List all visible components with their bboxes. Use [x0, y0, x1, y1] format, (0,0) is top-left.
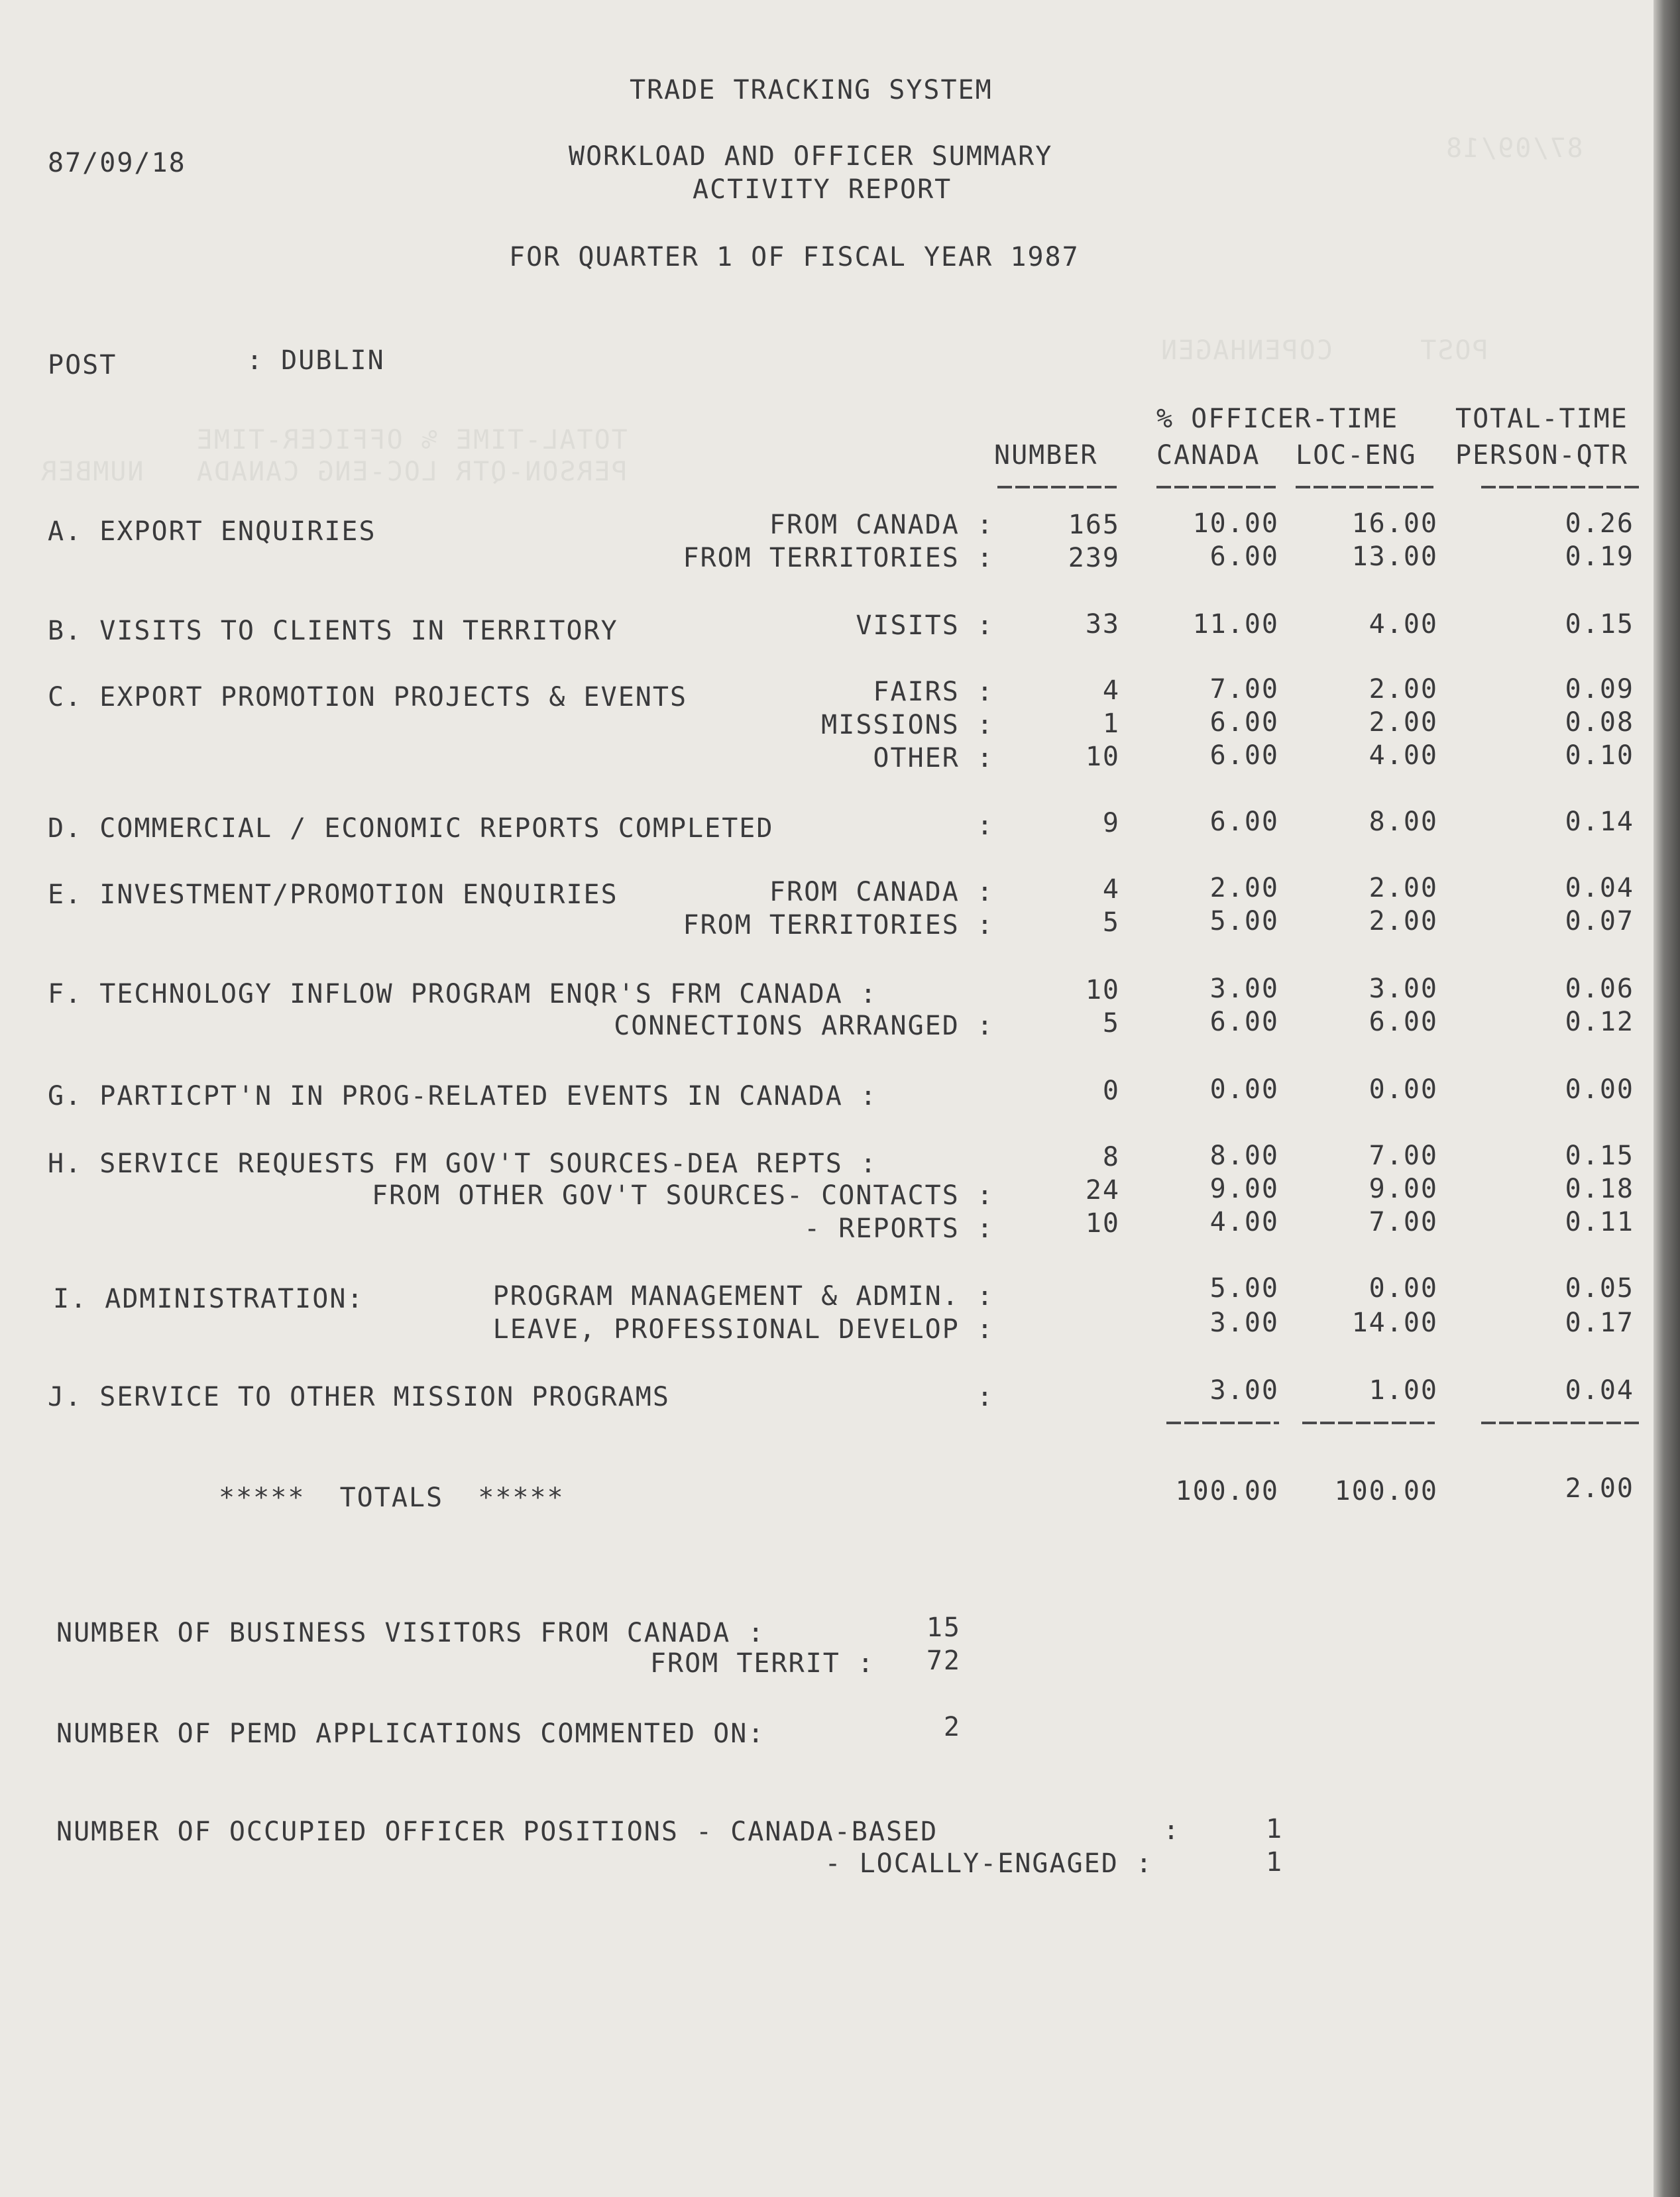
header-underline-loc-eng: [1296, 486, 1433, 488]
row-b-number: 33: [1085, 609, 1120, 640]
row-c2-total: 0.08: [1565, 707, 1634, 738]
totals-underline-canada: [1166, 1422, 1279, 1424]
row-e1-sub: FROM CANADA :: [769, 877, 994, 907]
section-d-label: D. COMMERCIAL / ECONOMIC REPORTS COMPLETED: [48, 813, 774, 844]
row-i2-total: 0.17: [1565, 1308, 1634, 1338]
totals-underline-person-qtr: [1481, 1422, 1640, 1424]
header-underline-number: [997, 486, 1117, 488]
positions-canada-based-value: 1: [1266, 1814, 1284, 1844]
row-j-canada: 3.00: [1209, 1375, 1279, 1406]
row-i1-sub: PROGRAM MANAGEMENT & ADMIN. :: [492, 1281, 994, 1312]
row-f1-number: 10: [1085, 975, 1120, 1005]
row-a1-loc-eng: 16.00: [1351, 508, 1438, 539]
row-e2-canada: 5.00: [1209, 906, 1279, 936]
row-f2-loc-eng: 6.00: [1369, 1007, 1438, 1037]
row-h3-total: 0.11: [1565, 1207, 1634, 1237]
totals-loc-eng: 100.00: [1334, 1476, 1438, 1506]
row-c3-loc-eng: 4.00: [1369, 740, 1438, 771]
section-j-label: J. SERVICE TO OTHER MISSION PROGRAMS: [48, 1382, 670, 1412]
row-h1-number: 8: [1102, 1142, 1120, 1172]
totals-underline-loc-eng: [1302, 1422, 1435, 1424]
header-number: NUMBER: [994, 440, 1098, 471]
row-f1-total: 0.06: [1565, 974, 1634, 1004]
row-d-total: 0.14: [1565, 807, 1634, 837]
row-h3-loc-eng: 7.00: [1369, 1207, 1438, 1237]
row-f1-loc-eng: 3.00: [1369, 974, 1438, 1004]
pemd-value: 2: [943, 1712, 961, 1742]
row-a1-total: 0.26: [1565, 508, 1634, 539]
system-title: TRADE TRACKING SYSTEM: [630, 75, 993, 105]
header-canada: CANADA: [1156, 440, 1260, 471]
visitors-canada-value: 15: [926, 1612, 961, 1643]
row-h2-total: 0.18: [1565, 1174, 1634, 1204]
positions-canada-based-colon: :: [1163, 1815, 1181, 1846]
row-e2-sub: FROM TERRITORIES :: [683, 910, 994, 940]
row-a2-total: 0.19: [1565, 541, 1634, 572]
pemd-label: NUMBER OF PEMD APPLICATIONS COMMENTED ON:: [56, 1718, 765, 1749]
row-h2-loc-eng: 9.00: [1369, 1174, 1438, 1204]
row-i1-loc-eng: 0.00: [1369, 1273, 1438, 1304]
visitors-label: NUMBER OF BUSINESS VISITORS FROM CANADA :: [56, 1618, 765, 1648]
section-e-label: E. INVESTMENT/PROMOTION ENQUIRIES: [48, 879, 618, 910]
row-a2-number: 239: [1068, 543, 1120, 573]
header-underline-canada: [1156, 486, 1276, 488]
row-e2-total: 0.07: [1565, 906, 1634, 936]
row-c1-number: 4: [1102, 675, 1120, 706]
row-h3-sub: - REPORTS :: [804, 1213, 994, 1244]
positions-locally-engaged-value: 1: [1266, 1847, 1284, 1878]
row-i2-sub: LEAVE, PROFESSIONAL DEVELOP :: [492, 1314, 994, 1345]
row-c2-number: 1: [1102, 708, 1120, 739]
row-e1-canada: 2.00: [1209, 873, 1279, 903]
positions-locally-engaged-label: - LOCALLY-ENGAGED :: [824, 1848, 1153, 1879]
row-c3-sub: OTHER :: [873, 743, 994, 773]
row-e1-total: 0.04: [1565, 873, 1634, 903]
row-h3-canada: 4.00: [1209, 1207, 1279, 1237]
row-f2-number: 5: [1102, 1008, 1120, 1039]
row-a2-loc-eng: 13.00: [1351, 541, 1438, 572]
row-g-number: 0: [1102, 1076, 1120, 1106]
header-person-qtr: PERSON-QTR: [1455, 440, 1628, 471]
row-a1-number: 165: [1068, 510, 1120, 540]
row-a1-canada: 10.00: [1192, 508, 1279, 539]
row-d-canada: 6.00: [1209, 807, 1279, 837]
header-total-time: TOTAL-TIME: [1455, 404, 1628, 434]
section-a-label: A. EXPORT ENQUIRIES: [48, 516, 376, 547]
row-h2-canada: 9.00: [1209, 1174, 1279, 1204]
row-e2-number: 5: [1102, 907, 1120, 938]
row-a1-sub: FROM CANADA :: [769, 510, 994, 540]
report-period: FOR QUARTER 1 OF FISCAL YEAR 1987: [509, 242, 1080, 272]
row-h2-sub: FROM OTHER GOV'T SOURCES- CONTACTS :: [372, 1180, 994, 1211]
row-j-colon: :: [976, 1382, 994, 1412]
row-c3-total: 0.10: [1565, 740, 1634, 771]
row-g-total: 0.00: [1565, 1074, 1634, 1105]
row-h2-number: 24: [1085, 1175, 1120, 1206]
section-f-label: F. TECHNOLOGY INFLOW PROGRAM ENQR'S FRM CANADA :: [48, 979, 877, 1009]
row-i1-total: 0.05: [1565, 1273, 1634, 1304]
row-c2-loc-eng: 2.00: [1369, 707, 1438, 738]
row-c2-canada: 6.00: [1209, 707, 1279, 738]
row-b-total: 0.15: [1565, 609, 1634, 640]
row-d-number: 9: [1102, 808, 1120, 838]
row-c1-canada: 7.00: [1209, 674, 1279, 704]
post-value: : DUBLIN: [247, 345, 385, 376]
row-d-colon: :: [976, 811, 994, 841]
row-a2-sub: FROM TERRITORIES :: [683, 543, 994, 573]
row-c1-total: 0.09: [1565, 674, 1634, 704]
row-c3-number: 10: [1085, 742, 1120, 772]
positions-label: NUMBER OF OCCUPIED OFFICER POSITIONS - CANADA-BASED: [56, 1817, 938, 1847]
report-title-line1: WORKLOAD AND OFFICER SUMMARY: [569, 141, 1053, 172]
row-i2-canada: 3.00: [1209, 1308, 1279, 1338]
row-f2-total: 0.12: [1565, 1007, 1634, 1037]
section-i-label: I. ADMINISTRATION:: [53, 1284, 364, 1314]
row-b-sub: VISITS :: [856, 610, 994, 641]
row-i2-loc-eng: 14.00: [1351, 1308, 1438, 1338]
page-edge-shadow: [1653, 0, 1680, 2197]
row-f2-canada: 6.00: [1209, 1007, 1279, 1037]
row-c2-sub: MISSIONS :: [821, 710, 994, 740]
bleed-through-post: POST COPENHAGEN: [1160, 335, 1488, 366]
row-b-canada: 11.00: [1192, 609, 1279, 640]
report-title-line2: ACTIVITY REPORT: [693, 174, 952, 205]
row-c1-loc-eng: 2.00: [1369, 674, 1438, 704]
section-h-label: H. SERVICE REQUESTS FM GOV'T SOURCES-DEA REPTS :: [48, 1149, 877, 1179]
row-a2-canada: 6.00: [1209, 541, 1279, 572]
header-underline-person-qtr: [1481, 486, 1640, 488]
section-c-label: C. EXPORT PROMOTION PROJECTS & EVENTS: [48, 682, 688, 712]
row-h1-loc-eng: 7.00: [1369, 1141, 1438, 1171]
section-b-label: B. VISITS TO CLIENTS IN TERRITORY: [48, 616, 618, 646]
totals-person-qtr: 2.00: [1565, 1473, 1634, 1504]
row-f1-canada: 3.00: [1209, 974, 1279, 1004]
row-c3-canada: 6.00: [1209, 740, 1279, 771]
row-j-total: 0.04: [1565, 1375, 1634, 1406]
bleed-through-date: 87/09/18: [1445, 133, 1583, 164]
row-e1-number: 4: [1102, 874, 1120, 905]
row-h1-total: 0.15: [1565, 1141, 1634, 1171]
row-h1-canada: 8.00: [1209, 1141, 1279, 1171]
totals-canada: 100.00: [1175, 1476, 1279, 1506]
report-date: 87/09/18: [48, 148, 186, 178]
visitors-territ-value: 72: [926, 1646, 961, 1676]
row-i1-canada: 5.00: [1209, 1273, 1279, 1304]
header-loc-eng: LOC-ENG: [1296, 440, 1417, 471]
post-label: POST: [48, 350, 117, 380]
header-pct-officer-time: % OFFICER-TIME: [1156, 404, 1399, 434]
row-b-loc-eng: 4.00: [1369, 609, 1438, 640]
row-e1-loc-eng: 2.00: [1369, 873, 1438, 903]
totals-label: ***** TOTALS *****: [219, 1483, 565, 1513]
row-f2-sub: CONNECTIONS ARRANGED :: [614, 1011, 994, 1041]
section-g-label: G. PARTICPT'N IN PROG-RELATED EVENTS IN CANADA :: [48, 1081, 877, 1111]
row-d-loc-eng: 8.00: [1369, 807, 1438, 837]
row-c1-sub: FAIRS :: [873, 677, 994, 707]
row-g-canada: 0.00: [1209, 1074, 1279, 1105]
visitors-territ-label: FROM TERRIT :: [649, 1648, 875, 1679]
row-j-loc-eng: 1.00: [1369, 1375, 1438, 1406]
row-e2-loc-eng: 2.00: [1369, 906, 1438, 936]
bleed-through-header: TOTAL-TIME % OFFICER-TIME PERSON-QTR LOC-ENG CANADA NUMBER: [40, 425, 628, 487]
row-h3-number: 10: [1085, 1208, 1120, 1239]
row-g-loc-eng: 0.00: [1369, 1074, 1438, 1105]
